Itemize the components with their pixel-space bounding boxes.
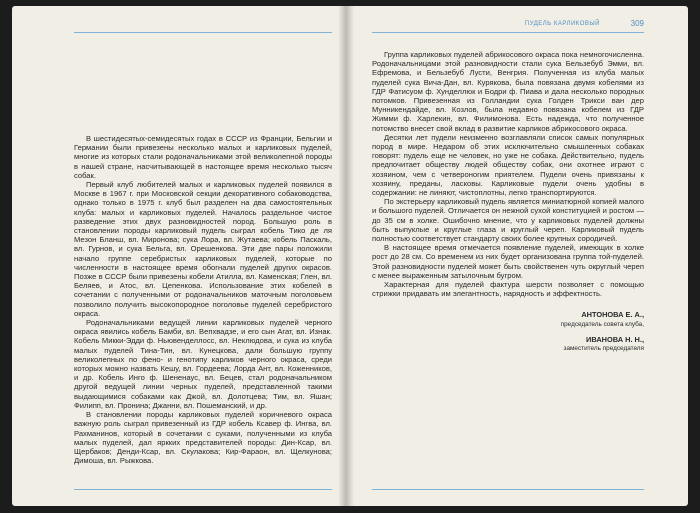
left-paragraph: В шестидесятых-семидесятых годах в СССР из Франции, Бельгии и Германии были привезены несколько малых и карликовых пуделей, многие из которых стали родоначальниками этой великолепной породы в нашей стране, насчитывающей в настоящее время несколько тысяч собак. bbox=[74, 134, 332, 180]
left-paragraph: В становлении породы карликовых пуделей коричневого окраса важную роль сыграл привезенный из ГДР кобель Ксавер ф. Ингва, вл. Рахманинов, который в сочетании с суками, полученными из клуба малых пуделей, дал яркких представителей породы: Дин-Ксар, вл. Щербаков; Денди-Ксар, вл. Скулакова; Кир-Фараон, вл. Щелкунова; Димоша, вл. Рыжкова. bbox=[74, 410, 332, 466]
right-paragraph: По экстерьеру карликовый пудель является миниатюрной копией малого и большого пуделей. Отличается он нежной сухой конституцией и ростом — до 35 см в холке. Ошибочно мнение, что у карликовых пуделей должны быть выпуклые и круглые глаза и круглый череп. Карликовый пудель полностью соответствует стандарту своих более крупных сородичей. bbox=[372, 197, 644, 244]
left-page bbox=[12, 6, 346, 506]
running-header bbox=[372, 20, 644, 33]
left-paragraph: Родоначальниками ведущей линии карликовых пуделей черного окраса явились кобель Бамби, вл. Вепхвадзе, и его сын Агат, вл. Изнак. Кобель Микки-Эдди ф. Ньювенделлосс, вл. Неклюдова, и сука из клуба малых пуделей Тина-Тин, вл. Кунецкова, дали большую группу великолепных по фено- и генотипу карликов черного окраса, среди которых можно назвать Кешу, вл. Гордеева; Лорда Ант, вл. Коженников, и др. Кобель Инго ф. Шененаус, вл. Бецев, стал родоначальником другой ведущей линии черных пуделей, представленной такими выдающимися собаками как Джой, вл. Долотцева; Тим, вл. Яшан; Филипп, вл. Пронина; Джанни, вл. Пошеманский, и др. bbox=[74, 318, 332, 410]
header-rule-left bbox=[74, 32, 332, 33]
right-paragraph: Группа карликовых пуделей абрикосового окраса пока немногочисленна. Родоначальницами этой разновидности стали сука Бельзебуб Эмми, вл. Ефремова, и Бельзебуб Лусти, Венгрия. Полученная из клуба малых пуделей сука Вича-Дан, вл. Курякова, была повязана двумя кобелями из ГДР Фатисуом ф. Хунделлюк и Бодри ф. Пиава и дала несколько породных потомков. Привезенная из Голландии сука Голден Трикси ван дер Мунникендайде, вл. Козлов, была недавно повязана кобелем из ГДР Жимми ф. Харлекин, вл. Филимонова. Есть надежда, что полученное потомство внесет свой вклад в развитие карликов абрикосового окраса. bbox=[372, 50, 644, 133]
signature-ivanova bbox=[372, 335, 644, 353]
signature-antonova bbox=[372, 310, 644, 328]
signature-role: заместитель председателя bbox=[563, 345, 644, 353]
page-number: 309 bbox=[630, 19, 644, 28]
signature-role: председатель совета клуба, bbox=[560, 320, 644, 328]
right-page-body bbox=[372, 50, 644, 353]
right-paragraph: В настоящее время отмечается появление пуделей, имеющих в холке рост до 28 см. Со временем из них будет организована группа той-пуделей. Этой разновидности пуделей может быть свойственен чуть округлый череп с менее выраженным затылочным бугром. bbox=[372, 243, 644, 280]
left-page-body bbox=[74, 134, 332, 465]
right-paragraph: Десятки лет пудели неизменно возглавляли список самых популярных пород в мире. Недаром об этих исключительно смышленных собаках говорят: пудель еще не человек, но уже не собака. Действительно, пудель предпочитает обществу людей обществу собак, они охотнее играют с хозяином, чем с четвероногим приятелем. Пудели очень привязаны к хозяину, преданы, ласковы. Карликовые пудели очень удобны в содержании: не линяют, чистоплотны, легко транспортируются. bbox=[372, 132, 644, 198]
left-paragraph: Первый клуб любителей малых и карликовых пуделей появился в Москве в 1967 г. при Московской секции декоративного собаководства, однако только в 1975 г. клуб был разделен на два самостоятельных клуба: малых и карликовых пуделей. Началось раздельное чистое разведение этих двух разновидностей пород. Большую роль в становлении породы карликовый пудель сыграл кобель Тико де ля Мезон Бланш, вл. Миронова; сука Лора, вл. Жутаева; кобель Паскаль, вл. Гурнов, и сука Бельга, вл. Орешенкова. Эти две пары положили начало группе серебристых карликовых пуделей, которые по численности в настоящее время обогнали пуделей других окрасов. Позже в СССР были привезены кобели Атилла, вл. Каменская; Глен, вл. Беляев, и Атос, вл. Цепенкова. Использование этих кобелей в сочетании с полученными от родоначальников маточным поголовьем позволило получить высокопородное поголовье пуделей серебристого окраса. bbox=[74, 180, 332, 318]
signature-name: АНТОНОВА Е. А., bbox=[581, 310, 644, 320]
footer-rule-right bbox=[372, 489, 644, 490]
signature-name: ИВАНОВА Н. Н., bbox=[586, 334, 644, 344]
right-page bbox=[346, 6, 688, 506]
running-title: ПУДЕЛЬ КАРЛИКОВЫЙ bbox=[524, 21, 600, 27]
right-paragraph: Характерная для пуделей фактура шерсти позволяет с помощью стрижки придавать им элегантность, нарядность и эффектность. bbox=[372, 280, 644, 299]
footer-rule-left bbox=[74, 489, 332, 490]
book-gutter bbox=[338, 6, 354, 506]
